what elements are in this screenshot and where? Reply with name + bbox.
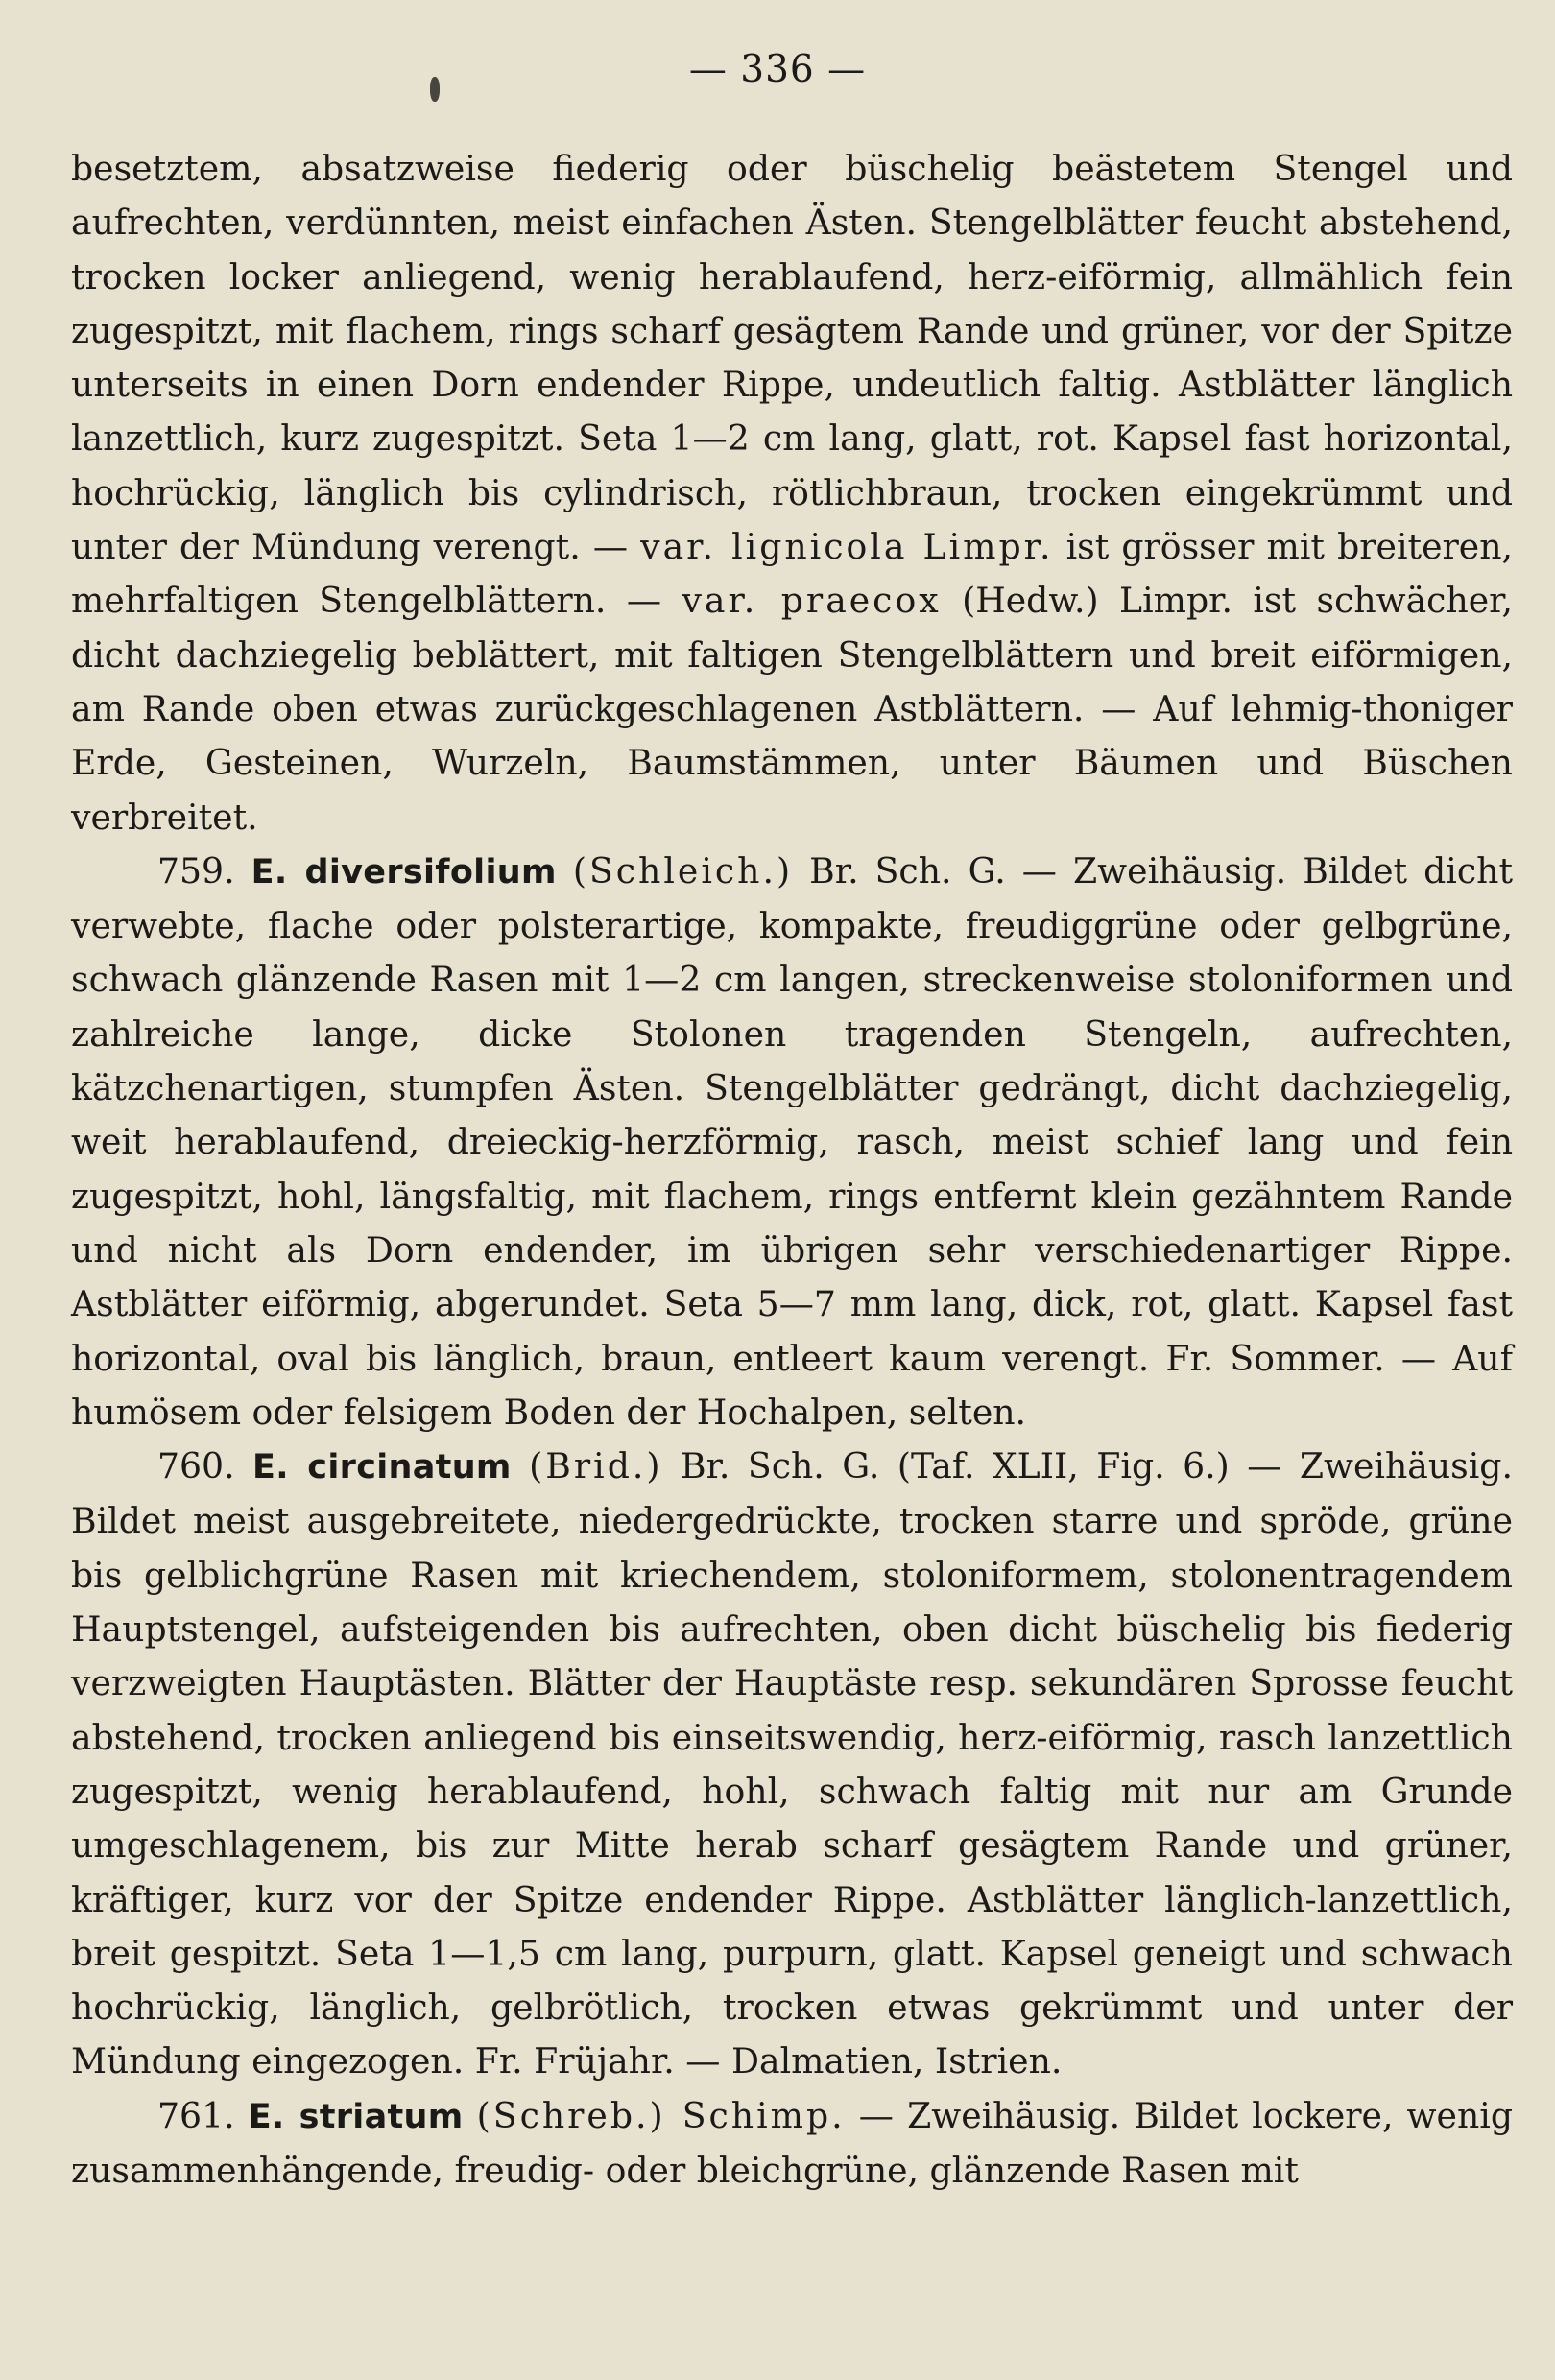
species-citation: —	[845, 2094, 908, 2136]
species-name: E. diversifolium	[251, 852, 557, 892]
continuation-text-2: ist grösser mit breiteren, mehrfaltigen Stengelblättern. —	[71, 526, 1514, 622]
variety-lignicola: var. lignicola Limpr.	[640, 526, 1054, 568]
species-description: Zweihäusig. Bildet meist ausgebreitete, niedergedrückte, trocken starre und spröde, grüne bis gelblichgrüne Rasen mit kriechendem, stoloniformem, stolonentragendem Hauptstengel, aufsteigenden bis aufrechten, oben dicht büschelig bis fiederig verzweigten Hauptästen. Blätter der Hauptäste resp. sekundären Sprosse feucht abstehend, trocken anliegend bis einseitswendig, herz-eiförmig, rasch lanzettlich zugespitzt, wenig herablaufend, hohl, schwach faltig mit nur am Grunde umgeschlagenem, bis zur Mitte herab scharf gesägtem Rande und grüner, kräftiger, kurz vor der Spitze endender Rippe. Astblätter länglich-lanzettlich, breit gespitzt. Seta 1—1,5 cm lang, purpurn, glatt. Kapsel geneigt und schwach hochrückig, länglich, gelbrötlich, trocken etwas gekrümmt und unter der Mündung eingezogen. Fr. Früjahr. — Dalmatien, Istrien.	[71, 1445, 1513, 2082]
page-number: — 336 —	[688, 48, 867, 91]
entry-number: 759.	[157, 849, 235, 892]
entry-number: 760.	[157, 1445, 235, 1488]
continuation-paragraph	[71, 142, 1513, 845]
variety-praecox: var. praecox	[682, 580, 942, 622]
entry-number: 761.	[157, 2094, 235, 2136]
continuation-text-3: (Hedw.) Limpr. ist schwächer, dicht dachziegelig beblättert, mit faltigen Stengelblättern und breit eiförmigen, am Rande oben etwas zurückgeschlagenen Astblättern. — Auf lehmig-thoniger Erde, Gesteinen, Wurzeln, Baumstämmen, unter Bäumen und Büschen verbreitet.	[71, 580, 1513, 838]
species-author: (Schleich.)	[572, 849, 794, 892]
species-description: Zweihäusig. Bildet dicht verwebte, flache oder polsterartige, kompakte, freudiggrüne oder gelbgrüne, schwach glänzende Rasen mit 1—2 cm langen, streckenweise stoloniformen und zahlreiche lange, dicke Stolonen tragenden Stengeln, aufrechten, kätzchenartigen, stumpfen Ästen. Stengelblätter gedrängt, dicht dachziegelig, weit herablaufend, dreieckig-herzförmig, rasch, meist schief lang und fein zugespitzt, hohl, längsfaltig, mit flachem, rings entfernt klein gezähntem Rande und nicht als Dorn endender, im übrigen sehr verschiedenartiger Rippe. Astblätter eiförmig, abgerundet. Seta 5—7 mm lang, dick, rot, glatt. Kapsel fast horizontal, oval bis länglich, braun, entleert kaum verengt. Fr. Sommer. — Auf humösem oder felsigem Boden der Hochalpen, selten.	[71, 849, 1513, 1433]
species-entry-759	[71, 845, 1513, 1440]
continuation-text-1: besetztem, absatzweise fiederig oder büschelig beästetem Stengel und aufrechten, verdünnten, meist einfachen Ästen. Stengelblätter feucht abstehend, trocken locker anliegend, wenig herablaufend, herz-eiförmig, allmählich fein zugespitzt, mit flachem, rings scharf gesägtem Rande und grüner, vor der Spitze unterseits in einen Dorn endender Rippe, undeutlich faltig. Astblätter länglich lanzettlich, kurz zugespitzt. Seta 1—2 cm lang, glatt, rot. Kapsel fast horizontal, hochrückig, länglich bis cylindrisch, rötlichbraun, trocken eingekrümmt und unter der Mündung verengt. —	[71, 148, 1513, 568]
species-name: E. circinatum	[252, 1448, 512, 1488]
species-citation: Br. Sch. G. (Taf. XLII, Fig. 6.) —	[662, 1445, 1300, 1488]
species-entry-760	[71, 1440, 1513, 2089]
body-text	[71, 142, 1513, 2198]
species-entry-761	[71, 2089, 1513, 2199]
species-citation: Br. Sch. G. —	[793, 849, 1074, 892]
species-author: (Schreb.) Schimp.	[476, 2094, 846, 2136]
species-description: Zweihäusig. Bildet lockere, wenig zusammenhängende, freudig- oder bleichgrüne, glänzende Rasen mit	[71, 2094, 1513, 2191]
species-author: (Brid.)	[529, 1445, 663, 1488]
species-name: E. striatum	[248, 2097, 464, 2136]
